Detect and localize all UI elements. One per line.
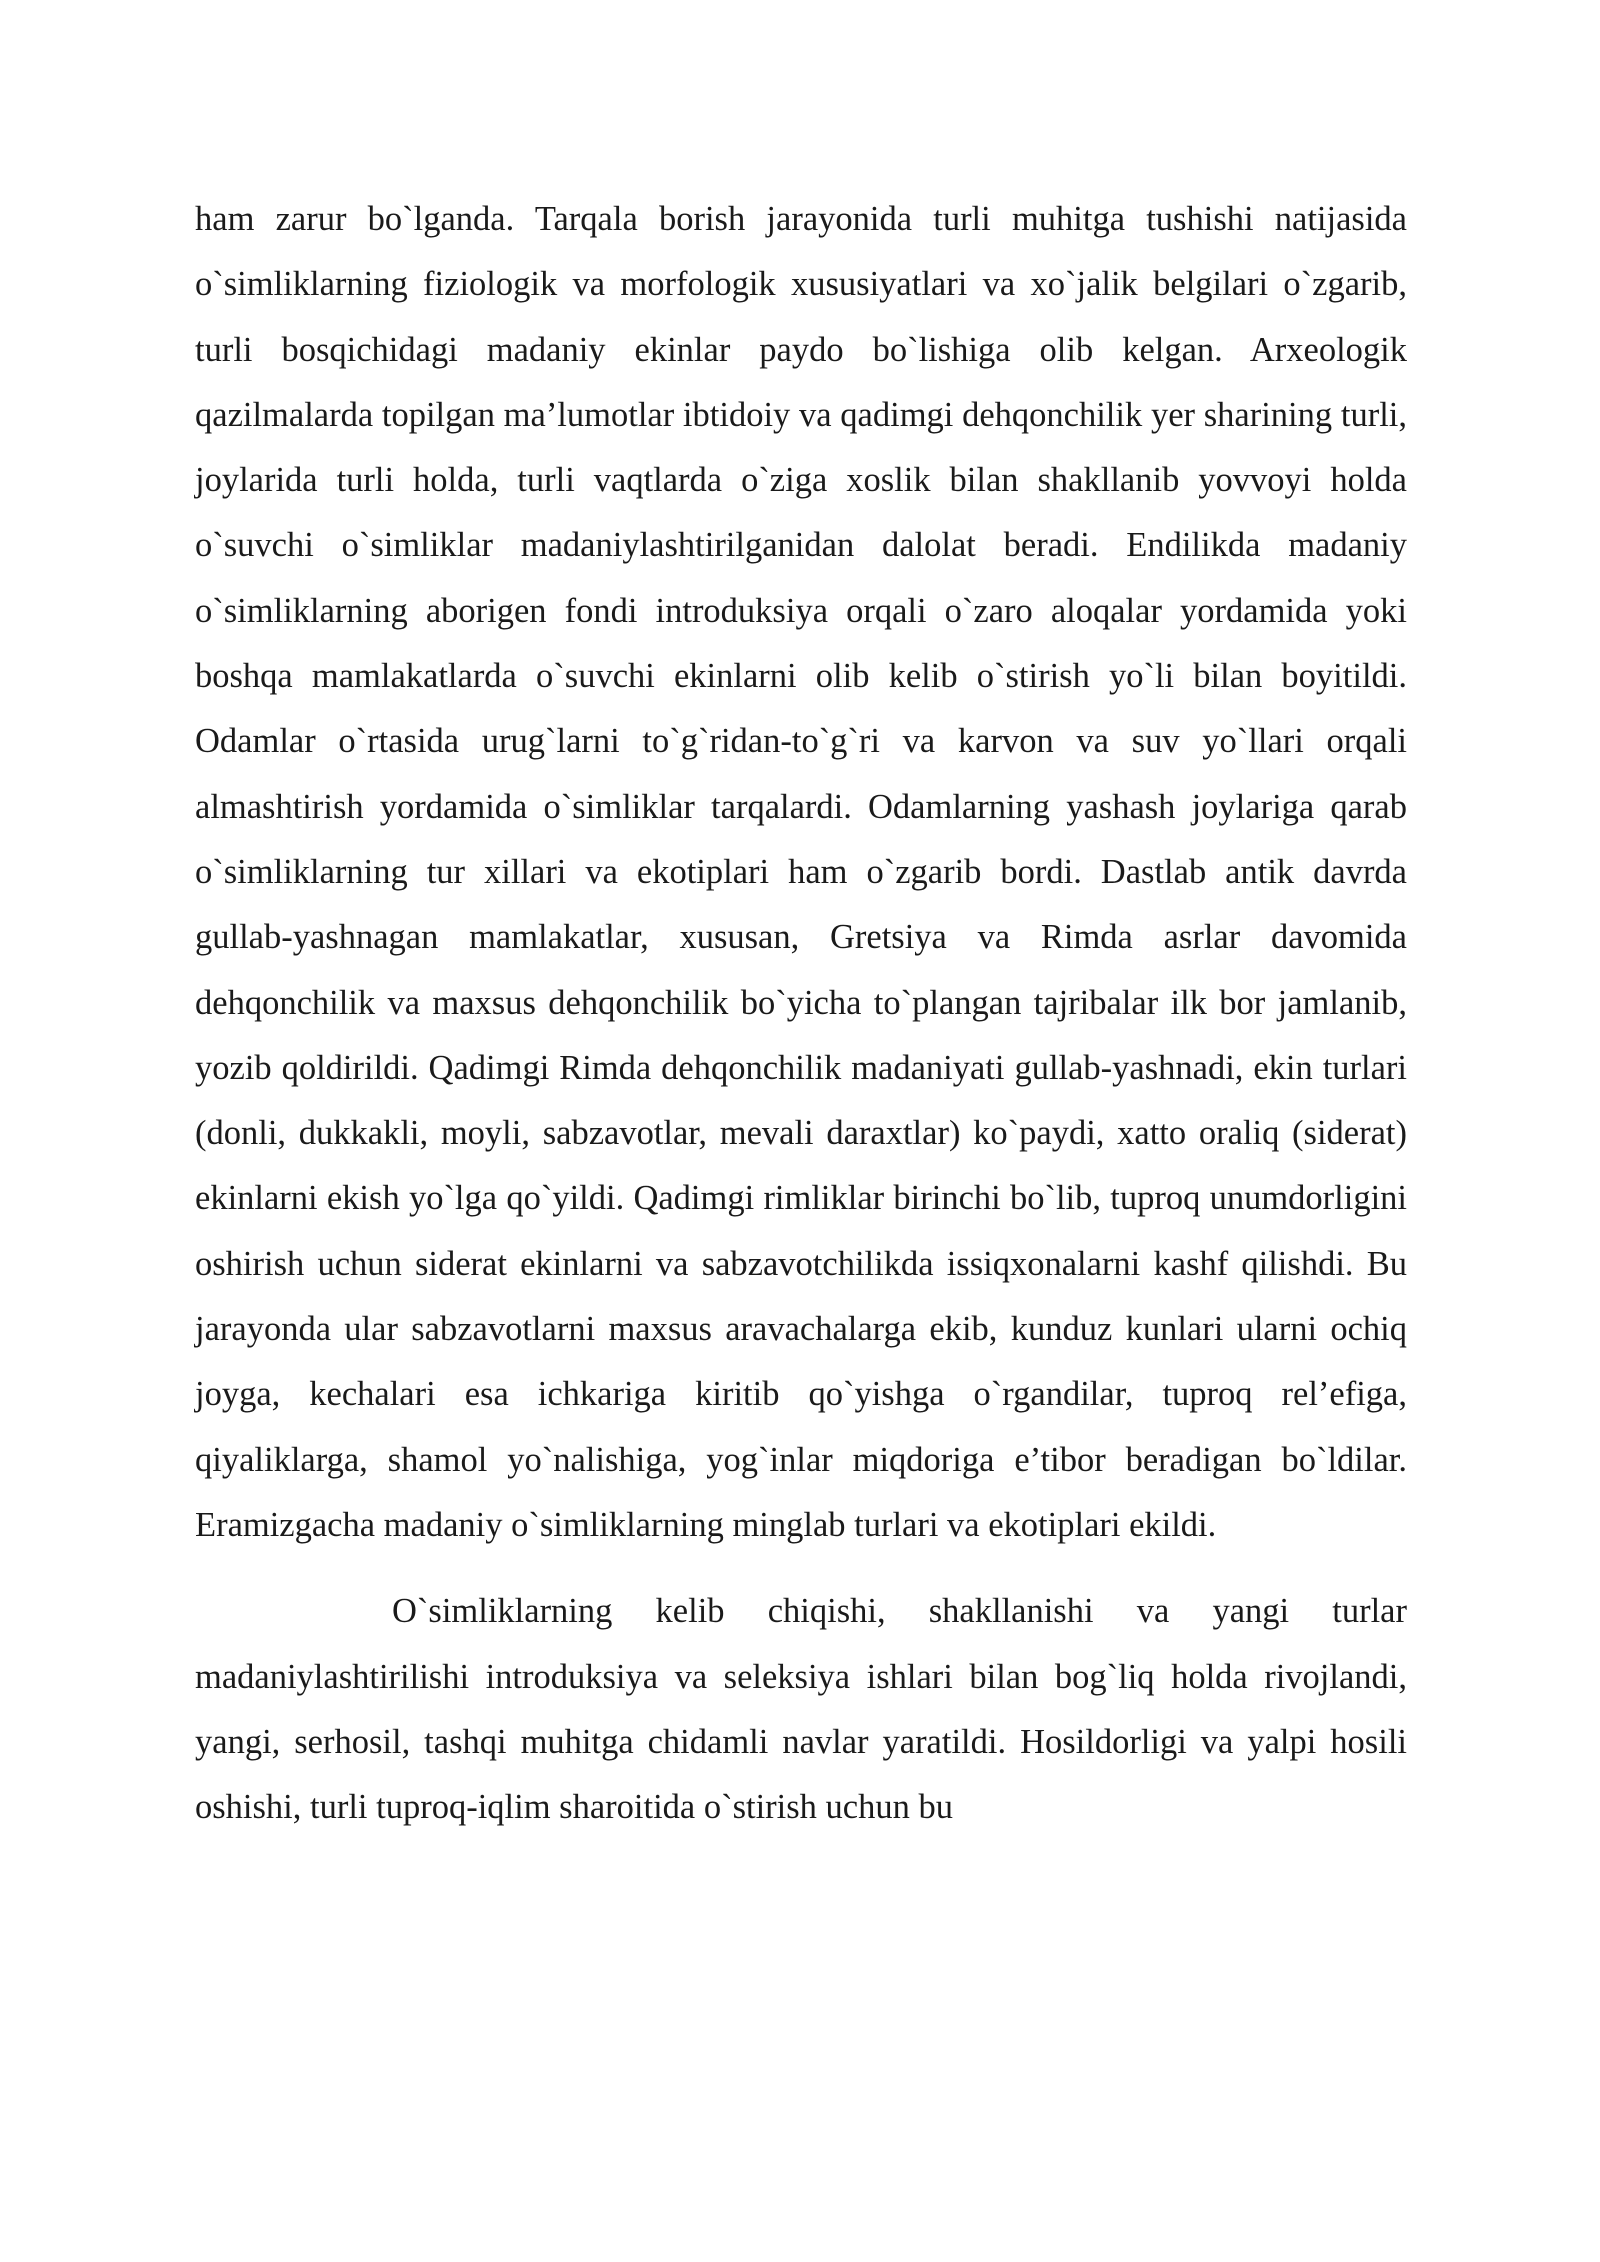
paragraph-1: ham zarur bo`lganda. Tarqala borish jarayonida turli muhitga tushishi natijasida o`simliklarning fiziologik va morfologik xususiyatlari va xo`jalik belgilari o`zgarib, turli bosqichidagi madaniy ekinlar paydo bo`lishiga olib kelgan. Arxeologik qazilmalarda topilgan ma’lumotlar ibtidoiy va qadimgi dehqonchilik yer sharining turli, joylarida turli holda, turli vaqtlarda o`ziga xoslik bilan shakllanib yovvoyi holda o`suvchi o`simliklar madaniylashtirilganidan dalolat beradi. Endilikda madaniy o`simliklarning aborigen fondi introduksiya orqali o`zaro aloqalar yordamida yoki boshqa mamlakatlarda o`suvchi ekinlarni olib kelib o`stirish yo`li bilan boyitildi. Odamlar o`rtasida urug`larni to`g`ridan-to`g`ri va karvon va suv yo`llari orqali almashtirish yordamida o`simliklar tarqalardi. Odamlarning yashash joylariga qarab o`simliklarning tur xillari va ekotiplari ham o`zgarib bordi. Dastlab antik davrda gullab-yashnagan mamlakatlar, xususan, Gretsiya va Rimda asrlar davomida dehqonchilik va maxsus dehqonchilik bo`yicha to`plangan tajribalar ilk bor jamlanib, yozib qoldirildi. Qadimgi Rimda dehqonchilik madaniyati gullab-yashnadi, ekin turlari (donli, dukkakli, moyli, sabzavotlar, mevali daraxtlar) ko`paydi, xatto oraliq (siderat) ekinlarni ekish yo`lga qo`yildi. Qadimgi rimliklar birinchi bo`lib, tuproq unumdorligini oshirish uchun siderat ekinlarni va sabzavotchilikda issiqxonalarni kashf qilishdi. Bu jarayonda ular sabzavotlarni maxsus aravachalarga ekib, kunduz kunlari ularni ochiq joyga, kechalari esa ichkariga kiritib qo`yishga o`rgandilar, tuproq rel’efiga, qiyaliklarga, shamol yo`nalishiga, yog`inlar miqdoriga e’tibor beradigan bo`ldilar. Eramizgacha madaniy o`simliklarning minglab turlari va ekotiplari ekildi. xyxy=(195,200,1407,1544)
document-body xyxy=(195,187,1407,1840)
paragraph-2: O`simliklarning kelib chiqishi, shakllanishi va yangi turlar madaniylashtirilishi introduksiya va seleksiya ishlari bilan bog`liq holda rivojlandi, yangi, serhosil, tashqi muhitga chidamli navlar yaratildi. Hosildorligi va yalpi hosili oshishi, turli tuproq-iqlim sharoitida o`stirish uchun bu xyxy=(195,1592,1407,1827)
